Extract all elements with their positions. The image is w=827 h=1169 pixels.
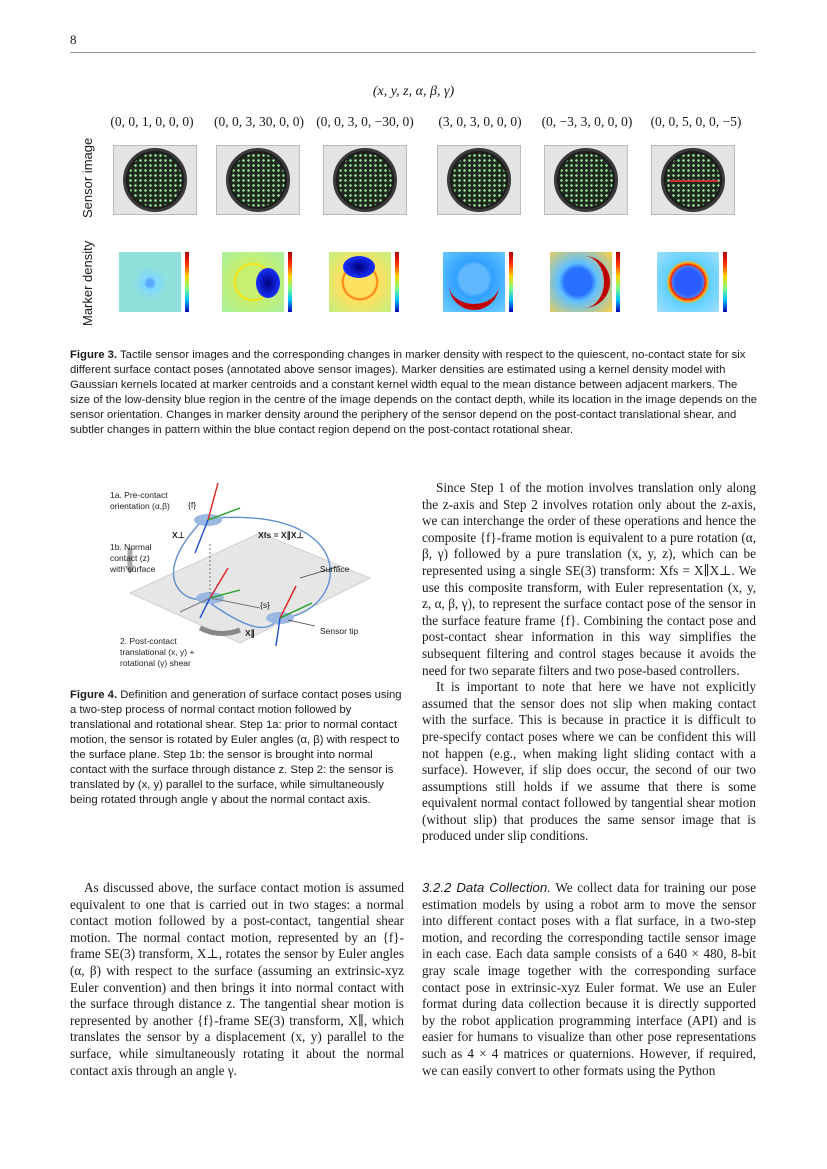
pose-label-4: (3, 0, 3, 0, 0, 0) — [438, 114, 522, 129]
section-heading: 3.2.2 Data Collection. — [422, 880, 551, 895]
pose-label-3: (0, 0, 3, 0, −30, 0) — [316, 114, 414, 129]
sensor-image-4 — [437, 145, 521, 215]
density-map-1 — [113, 248, 195, 316]
label-1a: 1a. Pre-contact orientation (α,β) — [110, 490, 170, 511]
label-x-fs: Xfs = X∥X⊥ — [258, 530, 304, 540]
density-map-4 — [437, 248, 519, 316]
sensor-image-2 — [216, 145, 300, 215]
paragraph: As discussed above, the surface contact motion is assumed equivalent to one that is carried out in two stages: a normal contact motion followed by a post-contact, tangential shear motion. The normal contact motion, represented by an {f}-frame SE(3) transform, X⊥, rotates the sensor by Euler angles (α, β) with respect to the surface (assuming an extrinsic-xyz Euler convention) and then brings it into normal contact with the surface through distance z. The tangential shear motion is represented by another {f}-frame SE(3) transform, X∥, which translates the sensor by a displacement (x, y) parallel to the surface, while simultaneously rotating it about the normal contact axis through an angle γ. — [70, 880, 404, 1078]
density-map-2 — [216, 248, 298, 316]
label-2: 2. Post-contact translational (x, y) + rotational (γ) shear — [120, 636, 195, 668]
paragraph-text: We collect data for training our pose estimation models by using a robot arm to move the sensor into different contact poses with a flat surface, in a two-step motion, and recording the corresponding tactile sensor image in each case. Each data sample consists of a 640 × 480, 8-bit gray scale image together with the corresponding surface contact pose in extrinsic-xyz Euler format. We use an Euler format during data collection because it is directly supported by the robot application programming interface (API) and is easier for humans to visualize than other pose representations such as 4 × 4 matrices or quaternions. However, if required, we can easily convert to other formats using the Python — [422, 880, 757, 1078]
header-rule — [70, 52, 756, 53]
figure3-top-label: (x, y, z, α, β, γ) — [372, 84, 455, 99]
sensor-image-5 — [544, 145, 628, 215]
label-frame-f: {f} — [188, 500, 197, 510]
density-map-3 — [323, 248, 405, 316]
label-sensor-tip: Sensor tip — [320, 626, 359, 636]
label-frame-s: {s} — [260, 600, 270, 610]
label-1b: 1b. Normal contact (z) with surface — [110, 542, 156, 574]
figure4-diagram — [100, 478, 400, 678]
pose-label-6: (0, 0, 5, 0, 0, −5) — [650, 114, 742, 129]
pose-label-1: (0, 0, 1, 0, 0, 0) — [110, 114, 194, 129]
figure4-caption-label: Figure 4. — [70, 689, 118, 701]
label-surface: Surface — [320, 564, 350, 574]
figure4-caption — [70, 688, 402, 808]
paragraph: Since Step 1 of the motion involves translation only along the z-axis and Step 2 involves rotation only about the z-axis, we can interchange the order of these operations and hence the composite {f}-frame motion is equivalent to a pure rotation (α, β, γ) followed by a pure translation (x, y, z), which can be represented using a single SE(3) transform: Xfs = X∥X⊥. We use this composite transform, with Euler representation (x, y, z, α, β, γ), to represent the surface contact pose of the sensor in the surface feature frame {f}. Combining the contact pose and post-contact shear information in this way simplifies the subsequent filtering and control stages because it avoids the need for two separate filters and two pose-based controllers. — [422, 480, 756, 678]
density-map-5 — [544, 248, 626, 316]
row-label-sensor-image: Sensor image — [80, 137, 95, 218]
sensor-image-6 — [651, 145, 735, 215]
figure4-caption-text: Definition and generation of surface contact poses using a two-step process of normal contact motion followed by translational and rotational shear. Step 1a: prior to normal contact motion, the sensor is rotated by Euler angles (α, β) with respect to the surface plane. Step 1b: the sensor is brought into normal contact with the surface through distance z. Step 2: the sensor is translated by (x, y) parallel to the surface, while simultaneously being rotated through angle γ about the normal contact axis. — [70, 689, 402, 806]
label-x-perp: X⊥ — [172, 530, 186, 540]
label-x-par: X∥ — [245, 628, 255, 638]
paragraph: It is important to note that here we have not explicitly assumed that the sensor does not slip when making contact with the surface. This is because in practice it is difficult to pre-specify contact poses where we can be confident this will not happen (e.g., when making light sliding contact with a surface). However, if slip does occur, the second of our two assumptions still holds if we assume that there is some equivalent normal contact followed by tangential shear motion (without slip) that produces the same sensor image that is produced under slip conditions. — [422, 679, 756, 844]
right-column-bottom — [422, 880, 756, 1079]
left-column-bottom — [70, 880, 404, 1079]
figure3-caption-label: Figure 3. — [70, 349, 118, 361]
section-paragraph — [422, 880, 756, 1079]
pose-label-5: (0, −3, 3, 0, 0, 0) — [541, 114, 633, 129]
page-number: 8 — [70, 32, 77, 47]
pose-label-2: (0, 0, 3, 30, 0, 0) — [214, 114, 304, 129]
sensor-image-3 — [323, 145, 407, 215]
density-map-6 — [651, 248, 733, 316]
row-label-marker-density: Marker density — [80, 240, 95, 326]
right-column-top — [422, 480, 756, 845]
figure3-caption — [70, 348, 758, 438]
sensor-image-1 — [113, 145, 197, 215]
figure3-caption-text: Tactile sensor images and the corresponding changes in marker density with respect to the quiescent, no-contact state for six different surface contact poses (annotated above sensor images). Marker densities are estimated using a kernel density model with Gaussian kernels located at marker centroids and a constant kernel width equal to the mean distance between adjacent markers. The size of the low-density blue region in the centre of the image depends on the contact depth, while its location in the image depends on the sensor orientation. Changes in marker density around the periphery of the sensor depend on the post-contact translational shear, and subtler changes in pattern within the blue contact region depend on the post-contact rotational shear. — [70, 349, 758, 436]
